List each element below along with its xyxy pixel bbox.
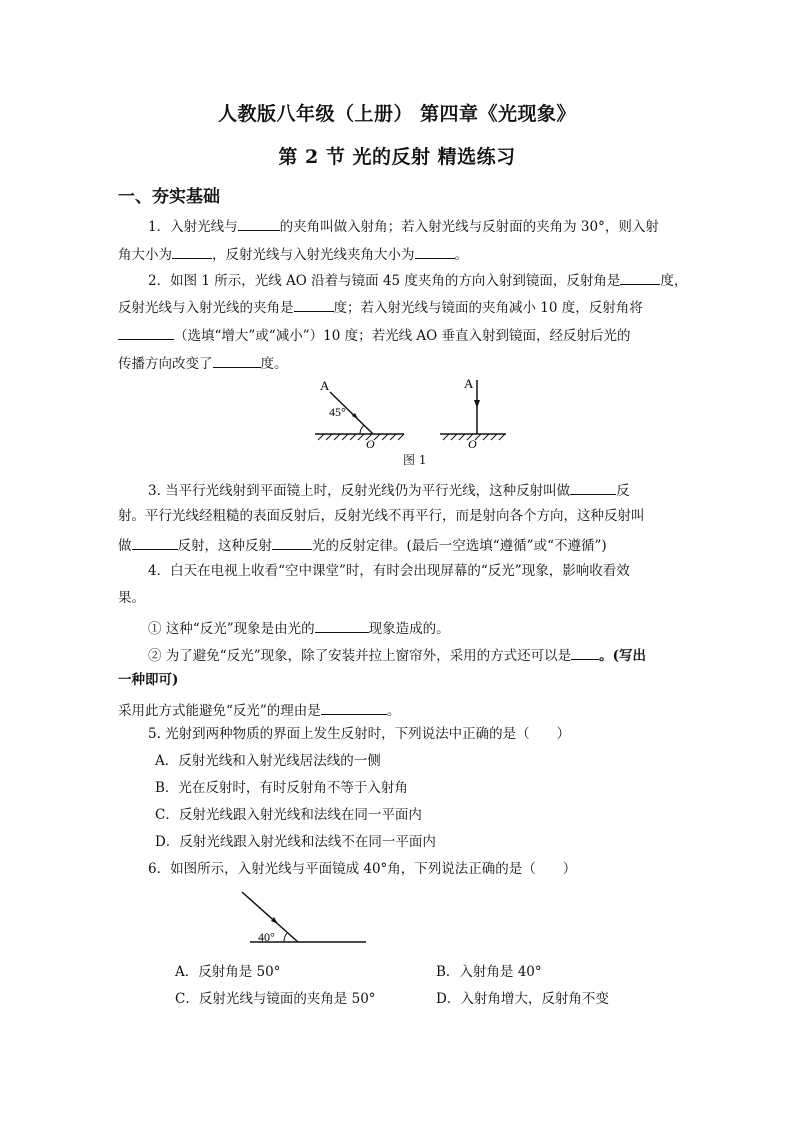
q4-line-1: 4．白天在电视上收看“空中课堂”时，有时会出现屏幕的“反光”现象，影响收看效 (148, 563, 630, 579)
q4-sub-1 (148, 620, 450, 637)
q4-text: ① 这种“反光”现象是由光的 (148, 621, 315, 637)
label-o-right: O (468, 437, 477, 451)
q3-text: 反射，这种反射 (177, 538, 272, 554)
q2-line-1 (148, 272, 687, 289)
q2-text: 度。 (260, 356, 288, 372)
q4-sub-2 (148, 647, 646, 664)
label-a-right: A (464, 376, 474, 391)
label-a-left: A (320, 378, 330, 393)
figure-1-caption: 图 1 (403, 453, 427, 467)
q5-stem: 5. 光射到两种物质的界面上发生反射时，下列说法中正确的是（ ） (148, 726, 571, 742)
q3-line-2: 射。平行光线经粗糙的表面反射后，反射光线不再平行，而是射向各个方向，这种反射叫 (118, 508, 645, 524)
q3-blank-2[interactable] (132, 537, 178, 550)
q3-text: 光的反射定律。(最后一空选填“遵循”或“不遵循”) (312, 538, 607, 554)
q6-option-d[interactable]: D．入射角增大，反射角不变 (436, 991, 609, 1007)
q3-text: 做 (118, 538, 132, 554)
q4-sub-2-cont: 一种即可) (118, 672, 179, 688)
q1-line-2 (118, 246, 468, 263)
q4-text: ② 为了避免“反光”现象，除了安装并拉上窗帘外，采用的方式还可以是 (148, 648, 572, 664)
q2-text: （选填“增大”或“减小”）10 度；若光线 AO 垂直入射到镜面，经反射后光的 (174, 328, 631, 344)
q2-text: 2．如图 1 所示，光线 AO 沿着与镜面 45 度夹角的方向入射到镜面，反射角是 (148, 273, 621, 289)
incident-arrow-right (474, 400, 480, 408)
q2-blank-4[interactable] (213, 355, 261, 368)
q4-text: 。 (386, 703, 401, 719)
q1-text: 角大小为 (118, 247, 172, 263)
q2-line-3 (118, 327, 630, 344)
q2-blank-1[interactable] (620, 272, 660, 285)
q1-text: ，反射光线与入射光线夹角大小为 (212, 247, 415, 263)
q1-text: 1．入射光线与 (148, 219, 238, 235)
q6-angle-arc (284, 933, 287, 942)
q5-option-b[interactable]: B．光在反射时，有时反射角不等于入射角 (155, 780, 408, 796)
q6-angle-label: 40° (258, 930, 275, 944)
q3-line-3 (118, 537, 607, 554)
q4-line-2: 果。 (118, 590, 145, 606)
q3-line-1 (148, 482, 630, 499)
q4-text: 采用此方式能避免“反光”的理由是 (118, 703, 321, 719)
angle-arc-left (360, 425, 364, 434)
q3-text: 反 (616, 483, 630, 499)
page-title: 人教版八年级（上册） 第四章《光现象》 (217, 103, 577, 125)
q4-text: 现象造成的。 (368, 621, 450, 637)
q1-text: 。 (454, 247, 468, 263)
q3-blank-1[interactable] (570, 482, 616, 495)
section-heading: 一、夯实基础 (118, 187, 220, 207)
q2-text: 度；若入射光线与镜面的夹角减小 10 度，反射角将 (333, 300, 643, 316)
q3-text: 3. 当平行光线射到平面镜上时，反射光线仍为平行光线，这种反射叫做 (148, 483, 571, 499)
q5-option-c[interactable]: C．反射光线跟入射光线和法线在同一平面内 (155, 807, 422, 823)
q2-text: 传播方向改变了 (118, 356, 213, 372)
q2-blank-3[interactable] (118, 327, 174, 340)
q1-blank-2[interactable] (172, 246, 212, 259)
q6-option-a[interactable]: A．反射角是 50° (175, 964, 281, 980)
left-mirror-hatching (318, 434, 404, 440)
q2-text: 反射光线与入射光线的夹角是 (118, 300, 294, 316)
q4-blank-3[interactable] (321, 702, 387, 715)
angle-label-45: 45° (329, 405, 346, 419)
q2-line-2 (118, 299, 643, 316)
q1-blank-1[interactable] (238, 218, 280, 231)
q6-diagram (240, 884, 380, 950)
q6-option-c[interactable]: C．反射光线与镜面的夹角是 50° (175, 991, 376, 1007)
q4-blank-2[interactable] (571, 647, 599, 660)
q5-option-a[interactable]: A．反射光线和入射光线居法线的一侧 (155, 753, 381, 769)
q2-line-4 (118, 355, 288, 372)
label-o-left: O (366, 437, 375, 451)
page-subtitle: 第 2 节 光的反射 精选练习 (278, 146, 516, 168)
q1-blank-3[interactable] (415, 246, 455, 259)
q6-stem: 6．如图所示，入射光线与平面镜成 40°角，下列说法正确的是（ ） (148, 861, 577, 877)
q4-text: 。(写出 (599, 648, 646, 664)
q1-line-1 (148, 218, 659, 235)
q5-option-d[interactable]: D．反射光线跟入射光线和法线不在同一平面内 (155, 834, 436, 850)
q6-option-b[interactable]: B．入射角是 40° (436, 964, 542, 980)
q2-blank-2[interactable] (294, 299, 334, 312)
q4-sub-3 (118, 702, 400, 719)
q3-blank-3[interactable] (272, 537, 312, 550)
q1-text: 的夹角叫做入射角；若入射光线与反射面的夹角为 30°，则入射 (279, 219, 659, 235)
q4-blank-1[interactable] (315, 620, 369, 633)
q2-text: 度， (660, 273, 688, 289)
